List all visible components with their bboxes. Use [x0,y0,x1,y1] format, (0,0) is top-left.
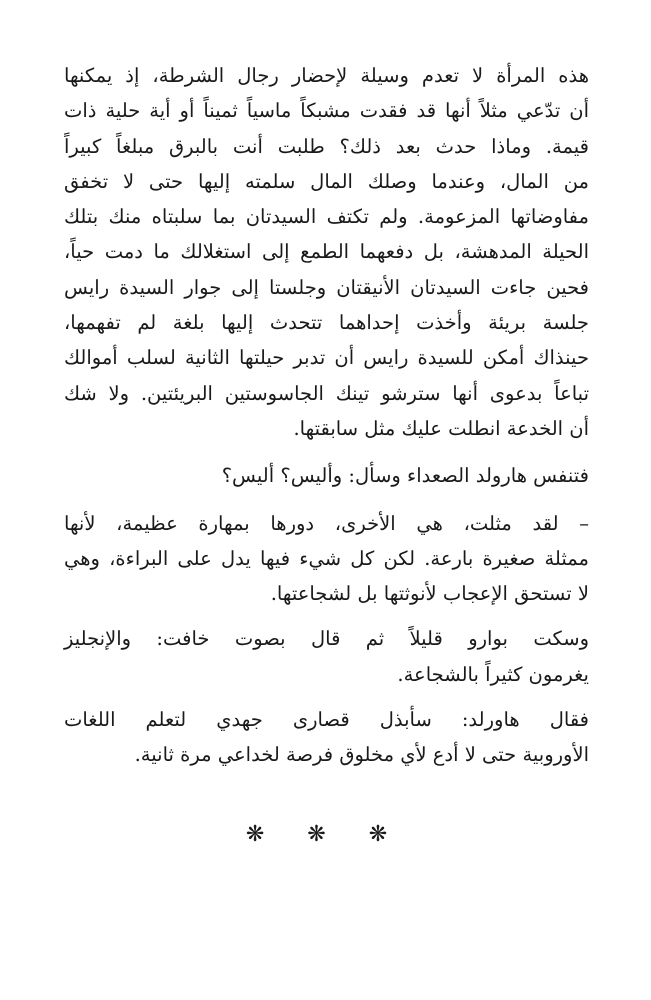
text-line: جلسة بريئة وأخذت إحداهما تتحدث إليها بلغة لم تفهمها، [64,311,589,335]
paragraph-4 [64,621,589,692]
text-line: لا تستحق الإعجاب لأنوثتها بل لشجاعتها. [270,582,589,606]
text-line: ممثلة صغيرة بارعة. لكن كل شيء فيها يدل على البراءة، وهي [64,546,589,570]
text-line: أن الخدعة انطلت عليك مثل سابقتها. [293,416,589,440]
text-line: يغرمون كثيراً بالشجاعة. [397,662,589,686]
text-line: حينذاك أمكن للسيدة رايس أن تدبر حيلتها الثانية لسلب أموالك [64,346,589,370]
text-line: فتنفس هارولد الصعداء وسأل: وأليس؟ أليس؟ [221,464,589,488]
text-line: أن تدّعي مثلاً أنها قد فقدت مشبكاً ماسياً ثميناً أو أية حلية ذات [64,99,589,123]
text-line: فقال هاورلد: سأبذل قصارى جهدي لتعلم اللغات [64,708,589,732]
text-line: هذه المرأة لا تعدم وسيلة لإحضار رجال الشرطة، إذ يمكنها [64,64,589,87]
paragraph-2 [64,458,589,493]
text-line: قيمة. وماذا حدث بعد ذلك؟ طلبت أنت بالبرق مبلغاً كبيراً [64,134,589,158]
section-separator: ❋ ❋ ❋ [245,822,406,847]
paragraph-5 [64,702,589,773]
text-line: – لقد مثلت، هي الأخرى، دورها بمهارة عظيمة، لأنها [64,511,589,535]
text-line: مفاوضاتها المزعومة. ولم تكتف السيدتان بما سلبتاه منك بتلك [64,205,589,229]
text-line: وسكت بوارو قليلاً ثم قال بصوت خافت: والإنجليز [64,627,589,651]
text-line: الأوروبية حتى لا أدع لأي مخلوق فرصة لخداعي مرة ثانية. [134,743,589,767]
text-line: من المال، وعندما وصلك المال سلمته إليها حتى لا تخفق [64,169,589,193]
text-line: فحين جاءت السيدتان الأنيقتان وجلستا إلى جوار السيدة رايس [64,275,589,299]
page-text [64,58,589,773]
text-line: تباعاً بدعوى أنها سترشو تينك الجاسوستين البريئتين. ولا شك [64,381,589,405]
paragraph-3 [64,506,589,612]
paragraph-1 [64,58,589,446]
text-line: الحيلة المدهشة، بل دفعهما الطمع إلى استغلالك ما دمت حياً، [64,240,589,264]
